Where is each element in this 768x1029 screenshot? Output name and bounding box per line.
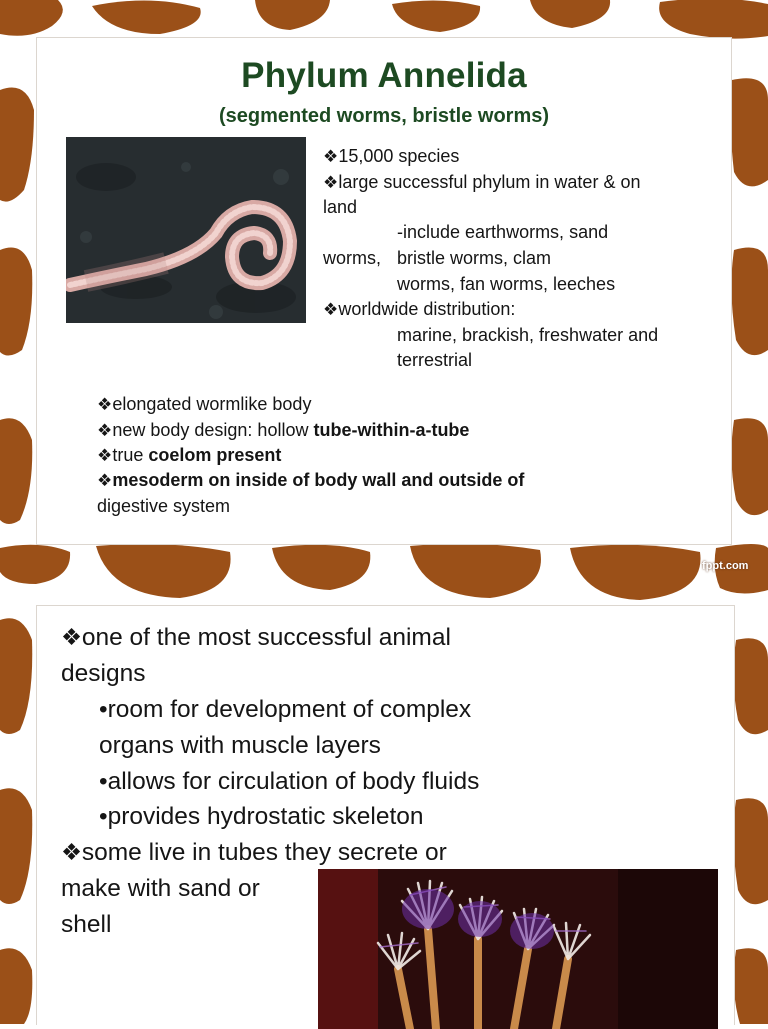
list-item: ❖new body design: hollow tube-within-a-tube xyxy=(97,420,470,440)
fan-worm-photo xyxy=(318,869,718,1029)
list-item: ❖some live in tubes they secrete or xyxy=(61,839,447,866)
list-item: ❖one of the most successful animal xyxy=(61,624,451,651)
segmented-worm-photo xyxy=(66,137,306,323)
list-subitem: bristle worms, clam xyxy=(397,248,552,268)
list-subitem: -include earthworms, sand xyxy=(397,222,609,242)
list-item: ❖worldwide distribution: xyxy=(323,299,516,319)
list-item: ❖true coelom present xyxy=(97,445,282,465)
list-subitem-continuation: organs with muscle layers xyxy=(99,732,381,759)
list-item: ❖15,000 species xyxy=(323,146,460,166)
slide-2 xyxy=(36,605,735,1025)
list-subitem: •allows for circulation of body fluids xyxy=(99,768,480,795)
list-subitem: •provides hydrostatic skeleton xyxy=(99,803,424,830)
list-item: ❖mesoderm on inside of body wall and outside of xyxy=(97,470,525,490)
list-item: ❖large successful phylum in water & on xyxy=(323,172,641,192)
list-subitem-prefix: worms, xyxy=(323,248,381,268)
list-item-continuation: land xyxy=(323,197,358,217)
list-item: ❖elongated wormlike body xyxy=(97,394,312,414)
list-subitem: •room for development of complex xyxy=(99,696,472,723)
list-item-continuation: shell xyxy=(61,911,112,938)
watermark: fppt.com xyxy=(702,560,749,572)
slide-1 xyxy=(36,37,732,545)
list-subitem: terrestrial xyxy=(397,350,473,370)
list-item-continuation: designs xyxy=(61,660,146,687)
list-subitem: marine, brackish, freshwater and xyxy=(397,325,659,345)
list-subitem: worms, fan worms, leeches xyxy=(397,274,616,294)
slide-subtitle: (segmented worms, bristle worms) xyxy=(218,105,550,127)
list-item-continuation: digestive system xyxy=(97,496,231,516)
slide-title: Phylum Annelida xyxy=(241,56,527,95)
list-item-continuation: make with sand or xyxy=(61,875,260,902)
